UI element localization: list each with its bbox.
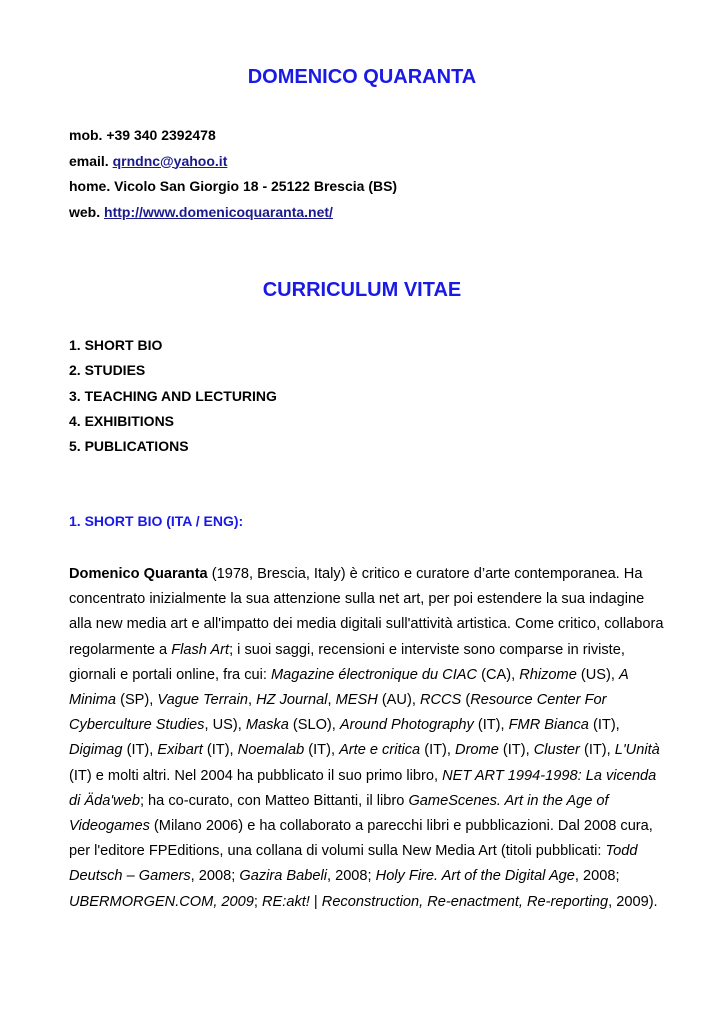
email-label: email. <box>69 152 109 169</box>
bio-text: , US), <box>204 717 246 734</box>
author-name: DOMENICO QUARANTA <box>247 66 477 88</box>
bio-text: (IT), <box>473 717 509 734</box>
bio-text: ; <box>253 893 263 910</box>
web-link[interactable]: http://www.domenicoquaranta.net/ <box>104 203 333 220</box>
toc-item-teaching: 3. TEACHING AND LECTURING <box>69 387 277 404</box>
bio-italic-title: Noemalab <box>237 742 305 759</box>
bio-text: ; ha co-curato, con Matteo Bittanti, il libro <box>139 792 409 809</box>
bio-text: , 2008; <box>190 868 240 885</box>
bio-italic-title: Rhizome <box>519 666 577 683</box>
bio-text: ( <box>461 692 471 709</box>
bio-text: , 2008; <box>574 868 620 885</box>
web-label: web. <box>69 203 101 220</box>
bio-italic-title: Holy Fire. Art of the Digital Age <box>375 868 575 885</box>
mobile-label: mob. <box>69 127 103 143</box>
bio-text: , <box>327 692 336 709</box>
bio-text: (SP), <box>116 692 158 709</box>
contact-mobile <box>69 125 397 151</box>
toc-item-publications: 5. PUBLICATIONS <box>69 438 189 455</box>
table-of-contents <box>69 336 277 462</box>
contact-block <box>69 125 397 227</box>
bio-italic-title: L'Unità <box>614 742 660 759</box>
bio-text: (IT), <box>579 742 615 759</box>
bio-text: (IT), <box>202 742 238 759</box>
bio-italic-title: Resource Center For Cyberculture Studies <box>69 692 607 734</box>
bio-text: (CA), <box>477 666 520 683</box>
home-label: home. <box>69 178 111 194</box>
bio-text: , <box>248 692 257 709</box>
contact-home <box>69 176 397 202</box>
bio-text: (IT), <box>498 742 534 759</box>
contact-email <box>69 151 397 177</box>
toc-item-studies: 2. STUDIES <box>69 362 146 379</box>
bio-bold-text: Domenico Quaranta <box>69 566 208 582</box>
bio-italic-title: MESH <box>335 692 378 709</box>
bio-text: (SLO), <box>288 717 340 734</box>
bio-text: (IT), <box>304 742 340 759</box>
short-bio-heading: 1. SHORT BIO (ITA / ENG): <box>69 513 244 529</box>
bio-italic-title: Drome <box>455 742 499 759</box>
bio-italic-title: Magazine électronique du CIAC <box>271 666 478 683</box>
bio-italic-title: Maska <box>245 717 289 734</box>
bio-italic-title: Arte e critica <box>339 742 421 759</box>
bio-italic-title: RE:akt! <box>262 893 310 910</box>
bio-italic-title: Around Photography <box>339 717 474 734</box>
email-link[interactable]: qrndnc@yahoo.it <box>112 152 228 169</box>
bio-italic-title: Reconstruction, Re-enactment, Re-reporting <box>321 893 609 910</box>
bio-italic-title: Gazira Babeli <box>239 868 327 885</box>
bio-italic-title: A Minima <box>69 666 629 709</box>
bio-italic-title: FMR Bianca <box>508 717 589 734</box>
cv-title: CURRICULUM VITAE <box>262 279 462 301</box>
bio-italic-title: UBERMORGEN.COM, 2009 <box>69 893 254 910</box>
toc-item-exhibitions: 4. EXHIBITIONS <box>69 412 175 429</box>
toc-item-short-bio: 1. SHORT BIO <box>69 337 163 353</box>
bio-italic-title: Digimag <box>69 742 123 759</box>
bio-text: , 2009). <box>608 893 658 910</box>
bio-text: (IT) e molti altri. Nel 2004 ha pubblicato il suo primo libro, <box>69 767 443 784</box>
bio-italic-title: RCCS <box>419 692 462 709</box>
bio-text: (IT), <box>122 742 158 759</box>
bio-text: | <box>309 893 322 910</box>
mobile-value: +39 340 2392478 <box>106 127 216 143</box>
short-bio-paragraph <box>69 562 669 915</box>
home-value: Vicolo San Giorgio 18 - 25122 Brescia (BS) <box>114 178 398 194</box>
bio-text: (Milano 2006) e ha collaborato a parecchi libri e pubblicazioni. Dal 2008 cura, per l'editore FPEditions, una collana di volumi sulla New Media Art (titoli pubblicati: <box>69 818 653 860</box>
bio-italic-title: Cluster <box>533 742 580 759</box>
bio-text: (IT), <box>420 742 456 759</box>
bio-text: (1978, Brescia, Italy) è critico e curatore d’arte contemporanea. Ha concentrato inizialmente la sua attenzione sulla net art, per poi estendere la sua indagine alla new media art e all'impatto dei media digitali sull'attività artistica. Come critico, collabora regolarmente a <box>69 566 664 658</box>
bio-text: , 2008; <box>326 868 376 885</box>
bio-text: ; i suoi saggi, recensioni e interviste sono comparse in riviste, giornali e portali online, fra cui: <box>69 641 625 683</box>
bio-italic-title: Todd Deutsch – Gamers <box>69 843 638 885</box>
bio-italic-title: GameScenes. Art in the Age of Videogames <box>69 792 609 835</box>
bio-italic-title: NET ART 1994-1998: La vicenda di Äda'web <box>69 767 657 809</box>
bio-text: (AU), <box>377 692 420 709</box>
contact-web <box>69 202 397 228</box>
bio-italic-title: Flash Art <box>171 641 230 658</box>
bio-italic-title: Vague Terrain <box>157 692 248 709</box>
bio-italic-title: HZ Journal <box>256 692 328 709</box>
bio-italic-title: Exibart <box>157 742 203 759</box>
bio-text: (IT), <box>588 717 620 734</box>
bio-text: (US), <box>576 666 619 683</box>
